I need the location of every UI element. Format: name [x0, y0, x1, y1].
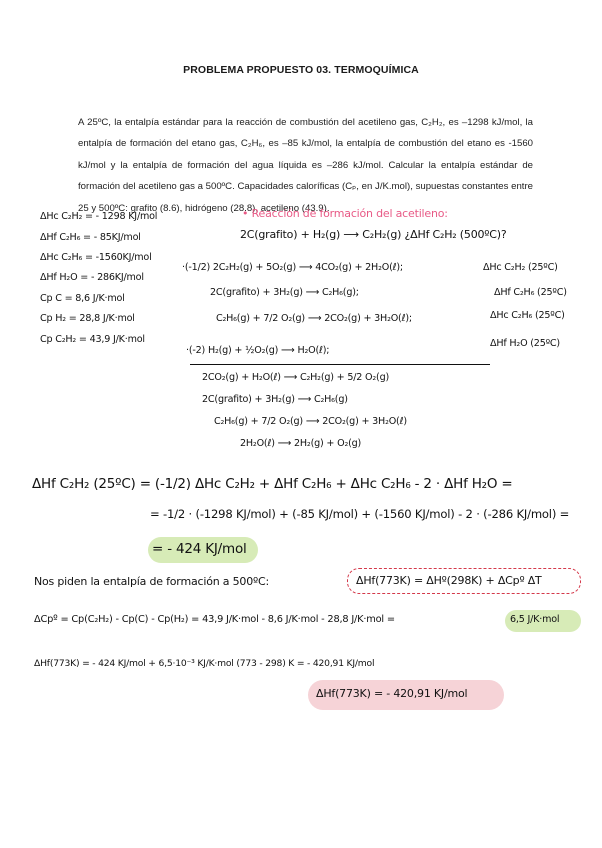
data-item: ΔHf C₂H₆ = - 85KJ/mol	[40, 232, 141, 243]
sum-line: C₂H₆(g) + 7/2 O₂(g) ⟶ 2CO₂(g) + 3H₂O(ℓ)	[214, 416, 407, 427]
data-item: ΔHc C₂H₆ = -1560KJ/mol	[40, 252, 152, 263]
step-equation: C₂H₆(g) + 7/2 O₂(g) ⟶ 2CO₂(g) + 3H₂O(ℓ);	[216, 313, 412, 324]
hess-substitution: = -1/2 · (-1298 KJ/mol) + (-85 KJ/mol) + (-1560 KJ/mol) - 2 · (-286 KJ/mol) =	[150, 507, 570, 521]
delta-h-773-line: ΔHf(773K) = - 424 KJ/mol + 6,5·10⁻³ KJ/K·mol (773 - 298) K = - 420,91 KJ/mol	[34, 658, 375, 669]
hess-result: = - 424 KJ/mol	[152, 541, 247, 557]
step-label: ΔHf H₂O (25ºC)	[490, 338, 560, 349]
data-item: Cp C = 8,6 J/K·mol	[40, 293, 125, 304]
sum-divider	[190, 364, 490, 365]
kirchhoff-equation: ΔHf(773K) = ΔHº(298K) + ΔCpº ΔT	[356, 574, 542, 587]
step-equation: ·(-1/2) 2C₂H₂(g) + 5O₂(g) ⟶ 4CO₂(g) + 2H₂O(ℓ);	[182, 262, 403, 273]
step-equation: 2C(grafito) + 3H₂(g) ⟶ C₂H₆(g);	[210, 287, 359, 298]
formation-reaction: 2C(grafito) + H₂(g) ⟶ C₂H₂(g) ¿ΔHf C₂H₂ (500ºC)?	[240, 228, 507, 241]
page-title: PROBLEMA PROPUESTO 03. TERMOQUÍMICA	[183, 64, 419, 76]
delta-cp-result: 6,5 J/K·mol	[510, 614, 560, 625]
sum-line: 2CO₂(g) + H₂O(ℓ) ⟶ C₂H₂(g) + 5/2 O₂(g)	[202, 372, 390, 383]
data-item: ΔHf H₂O = - 286KJ/mol	[40, 272, 144, 283]
data-item: ΔHc C₂H₂ = - 1298 KJ/mol	[40, 211, 158, 222]
problem-statement: A 25ºC, la entalpía estándar para la reacción de combustión del acetileno gas, C₂H₂, es –1298 kJ/mol, la entalpía de formación del etano gas, C₂H₆, es –85 kJ/mol, la entalpía de combustión del etano es -1560 kJ/mol y la entalpía de formación del agua líquida es –286 kJ/mol. Calcular la entalpía estándar de formación del acetileno gas a 500ºC. Capacidades caloríficas (Cₚ, en J/K.mol), supuestas constantes entre 25 y 500ºC: grafito (8.6), hidrógeno (28.8), acetileno (43.9).	[78, 117, 533, 214]
data-item: Cp H₂ = 28,8 J/K·mol	[40, 313, 135, 324]
hess-equation: ΔHf C₂H₂ (25ºC) = (-1/2) ΔHc C₂H₂ + ΔHf C₂H₆ + ΔHc C₂H₆ - 2 · ΔHf H₂O =	[32, 476, 513, 492]
step-label: ΔHc C₂H₂ (25ºC)	[483, 262, 558, 273]
step-label: ΔHc C₂H₆ (25ºC)	[490, 310, 565, 321]
step-label: ΔHf C₂H₆ (25ºC)	[494, 287, 567, 298]
sum-line: 2H₂O(ℓ) ⟶ 2H₂(g) + O₂(g)	[240, 438, 362, 449]
data-item: Cp C₂H₂ = 43,9 J/K·mol	[40, 334, 145, 345]
delta-cp-line: ΔCpº = Cp(C₂H₂) - Cp(C) - Cp(H₂) = 43,9 J/K·mol - 8,6 J/K·mol - 28,8 J/K·mol =	[34, 614, 395, 625]
sum-line: 2C(grafito) + 3H₂(g) ⟶ C₂H₆(g)	[202, 394, 348, 405]
question-500C: Nos piden la entalpía de formación a 500ºC:	[34, 575, 270, 588]
step-equation: ·(-2) H₂(g) + ½O₂(g) ⟶ H₂O(ℓ);	[186, 345, 330, 356]
reaction-title: • Reacción de formación del acetileno:	[242, 207, 448, 220]
final-result: ΔHf(773K) = - 420,91 KJ/mol	[316, 687, 468, 700]
